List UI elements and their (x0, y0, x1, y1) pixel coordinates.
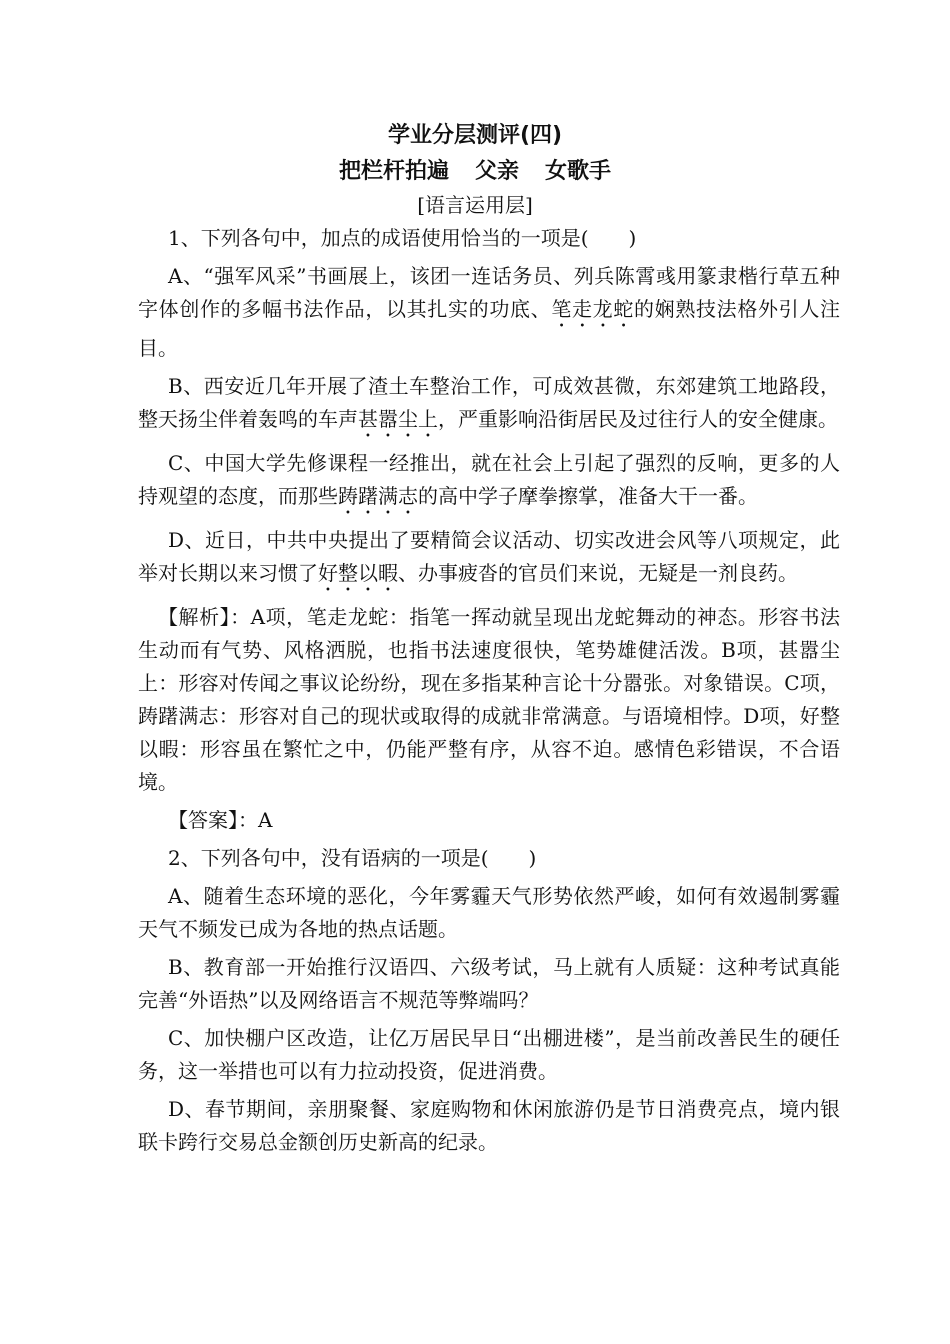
option-c-idiom: 踌躇满志 (338, 484, 418, 508)
question-1-analysis: 【解析】：A项，笔走龙蛇：指笔一挥动就呈现出龙蛇舞动的神态。形容书法生动而有气势、风格洒脱，也指书法速度很快，笔势雄健活泼。B项，甚嚣尘上：形容对传闻之事议论纷纷，现在多指某种言论十分嚣张。对象错误。C项，踌躇满志：形容对自己的现状或取得的成就非常满意。与语境相悖。D项，好整以暇：形容虽在繁忙之中，仍能严整有序，从容不迫。感情色彩错误，不合语境。 (138, 605, 840, 794)
option-b-idiom: 甚嚣尘上 (358, 407, 438, 431)
question-2-option-b: B、教育部一开始推行汉语四、六级考试，马上就有人质疑：这种考试真能完善“外语热”以及网络语言不规范等弊端吗？ (138, 955, 840, 1012)
section-heading: [语言运用层] (417, 193, 533, 217)
question-1-option-d (138, 524, 840, 596)
subtitle-part-3: 女歌手 (545, 159, 612, 184)
question-2-stem (138, 842, 840, 875)
option-b-text-pre: B、西安近几年开展了渣土车整治工作，可成效甚微，东郊建筑工地路段，整天扬尘伴着轰鸣的车声 (138, 374, 840, 431)
option-c-text-pre: C、中国大学先修课程一经推出，就在社会上引起了强烈的反响，更多的人持观望的态度，而那些 (138, 451, 840, 508)
option-a-idiom: 笔走龙蛇 (551, 297, 635, 321)
question-2-option-d: D、春节期间，亲朋聚餐、家庭购物和休闲旅游仍是节日消费亮点，境内银联卡跨行交易总金额创历史新高的纪录。 (138, 1097, 840, 1154)
option-a-text-pre: A、“强军风采”书画展上，该团一连话务员、列兵陈霄彧用篆隶楷行草五种字体创作的多幅书法作品，以其扎实的功底、 (138, 264, 840, 321)
question-2-stem-text: 2、下列各句中，没有语病的一项是( (168, 846, 489, 870)
question-1-option-c (138, 447, 840, 519)
document-body (138, 222, 840, 1164)
option-a-text-post: 的娴熟技法格外引人注目。 (138, 297, 841, 360)
question-2-option-a: A、随着生态环境的恶化，今年雾霾天气形势依然严峻，如何有效遏制雾霾天气不频发已成为各地的热点话题。 (138, 884, 840, 941)
question-1-stem (138, 222, 840, 255)
option-d-text-post: 、办事疲沓的官员们来说，无疑是一剂良药。 (398, 561, 798, 585)
question-1-option-a (138, 260, 840, 365)
question-1-option-b (138, 370, 840, 442)
document-title: 学业分层测评(四) (387, 123, 563, 148)
document-subtitle (0, 154, 950, 185)
option-d-idiom: 好整以暇 (318, 561, 398, 585)
option-d-text-pre: D、近日，中共中央提出了要精简会议活动、切实改进会风等八项规定，此举对长期以来习惯了 (138, 528, 840, 585)
option-b-text-post: ，严重影响沿街居民及过往行人的安全健康。 (438, 407, 838, 431)
question-1-stem-text: 1、下列各句中，加点的成语使用恰当的一项是( (168, 226, 589, 250)
question-1-answer: 【答案】：A (168, 808, 273, 832)
question-2-stem-end: ) (528, 846, 537, 870)
subtitle-part-2: 父亲 (474, 159, 519, 184)
question-2-option-c: C、加快棚户区改造，让亿万居民早日“出棚进楼”，是当前改善民生的硬任务，这一举措也可以有力拉动投资，促进消费。 (138, 1026, 840, 1083)
question-1-stem-end: ) (628, 226, 637, 250)
option-c-text-post: 的高中学子摩拳擦掌，准备大干一番。 (418, 484, 758, 508)
subtitle-part-1: 把栏杆拍遍 (338, 159, 449, 184)
